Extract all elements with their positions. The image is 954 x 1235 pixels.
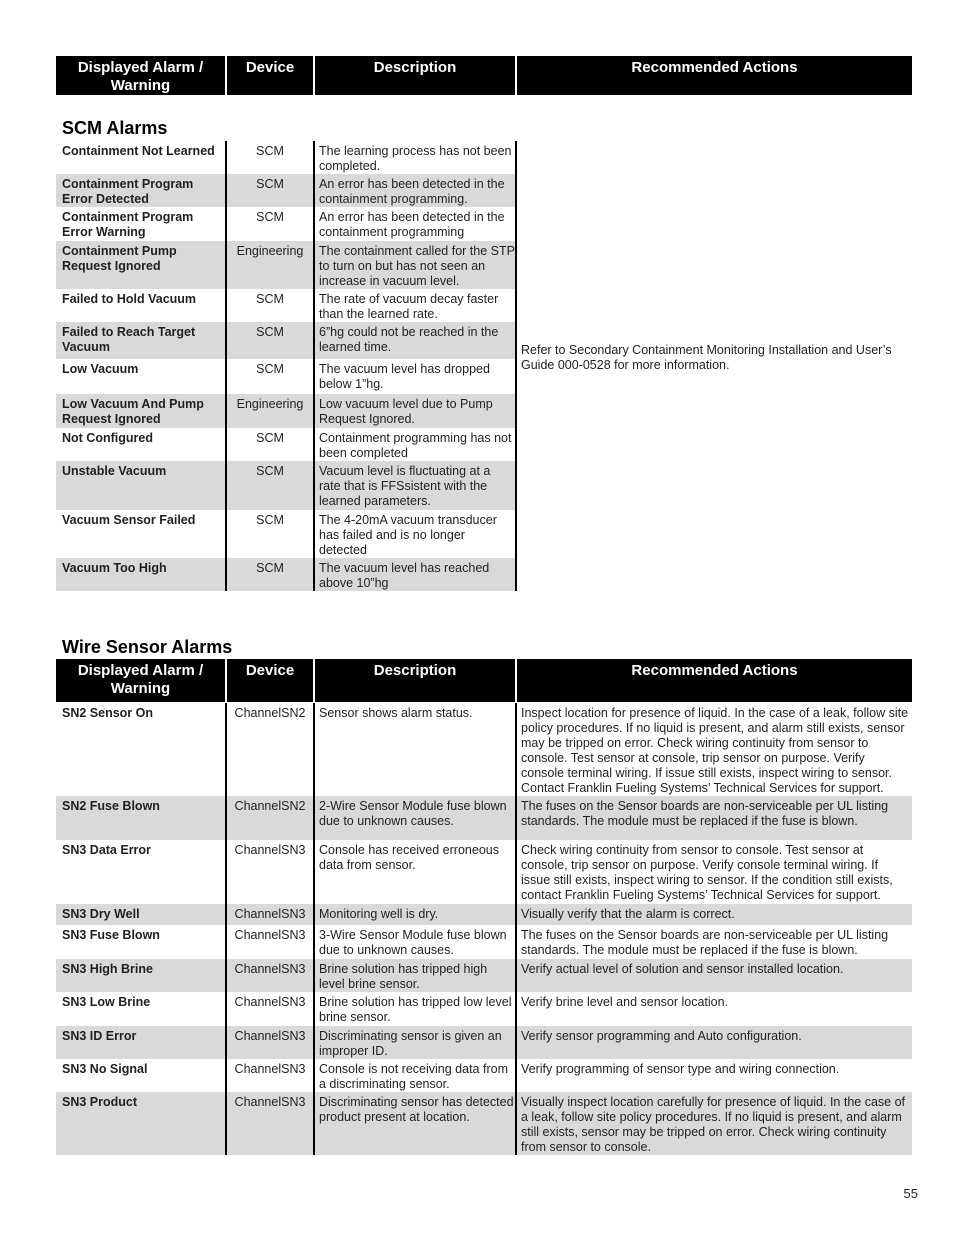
alarm-cell: Containment Not Learned [62,144,215,158]
alarm-cell: SN3 Dry Well [62,907,140,921]
description-cell: Containment programming has not been completed [319,431,512,460]
table-row [56,461,516,510]
action-cell: Visually verify that the alarm is correct. [521,907,735,921]
table-row [56,703,912,796]
alarm-cell: SN3 Product [62,1095,138,1109]
table-row [56,1026,912,1059]
action-cell: The fuses on the Sensor boards are non-serviceable per UL listing standards. The module must be replaced if the fuse is blown. [521,799,889,828]
alarm-cell: SN3 Low Brine [62,995,151,1009]
table-row [56,510,516,558]
scm-shared-action: Refer to Secondary Containment Monitoring Installation and User’s Guide 000-0528 for more information. [521,343,892,372]
description-cell: Discriminating sensor is given an improper ID. [319,1029,502,1058]
table-row [56,141,516,174]
table-row [56,558,516,591]
description-cell: The vacuum level has reached above 10”hg [319,561,490,590]
alarm-cell: SN2 Fuse Blown [62,799,160,813]
header-device: Device [227,56,313,95]
alarm-cell: SN3 Fuse Blown [62,928,160,942]
header-description: Description [315,56,515,95]
device-cell: ChannelSN3 [234,1095,306,1109]
table-row [56,959,912,992]
description-cell: Console is not receiving data from a discriminating sensor. [319,1062,508,1091]
alarm-cell: Failed to Hold Vacuum [62,292,197,306]
device-cell: SCM [256,177,284,191]
alarm-cell: SN3 Data Error [62,843,151,857]
device-cell: SCM [256,362,284,376]
action-cell: Visually inspect location carefully for presence of liquid. In the case of a leak, follow site policy procedures. If no liquid is present, and alarm still exists, sensor may be tripped on error. Check wiring continuity from sensor to console. [521,1095,906,1154]
device-cell: ChannelSN3 [234,843,306,857]
alarm-cell: Containment Program Error Warning [62,210,194,239]
table-row [56,394,516,428]
description-cell: 2-Wire Sensor Module fuse blown due to unknown causes. [319,799,507,828]
description-cell: The vacuum level has dropped below 1”hg. [319,362,490,391]
device-cell: ChannelSN3 [234,907,306,921]
alarm-cell: SN2 Sensor On [62,706,153,720]
description-cell: Console has received erroneous data from sensor. [319,843,499,872]
description-cell: An error has been detected in the containment programming [319,210,505,239]
alarm-cell: Containment Program Error Detected [62,177,194,206]
column-divider [515,703,517,1155]
alarm-cell: SN3 No Signal [62,1062,148,1076]
device-cell: SCM [256,292,284,306]
action-cell: Inspect location for presence of liquid. In the case of a leak, follow site policy procedures. If no liquid is present, and alarm still exists, sensor may be tripped on error. Check wiring continuity from sensor to console. Test sensor at console, trip sensor on purpose. Verify console terminal wiring. If issue still exists, inspect wiring to sensor. Contact Franklin Fueling Systems’ Technical Services for support. [521,706,909,795]
device-cell: ChannelSN3 [234,1029,306,1043]
table-row [56,1092,912,1155]
alarm-cell: Low Vacuum And Pump Request Ignored [62,397,204,426]
wire-section-title: Wire Sensor Alarms [62,637,233,657]
scm-section-title: SCM Alarms [62,118,168,138]
device-cell: Engineering [236,244,304,258]
action-cell: Verify actual level of solution and sensor installed location. [521,962,844,976]
page-number: 55 [903,1186,918,1201]
device-cell: SCM [256,513,284,527]
action-cell: The fuses on the Sensor boards are non-serviceable per UL listing standards. The module must be replaced if the fuse is blown. [521,928,889,957]
description-cell: Brine solution has tripped low level brine sensor. [319,995,512,1024]
column-divider [225,141,227,591]
description-cell: The containment called for the STP to turn on but has not seen an increase in vacuum level. [319,244,515,288]
alarm-cell: SN3 ID Error [62,1029,137,1043]
description-cell: Discriminating sensor has detected product present at location. [319,1095,514,1124]
alarm-cell: Containment Pump Request Ignored [62,244,177,273]
table-row [56,925,912,959]
description-cell: The learning process has not been completed. [319,144,512,173]
device-cell: ChannelSN3 [234,1062,306,1076]
table-row [56,289,516,322]
description-cell: 6”hg could not be reached in the learned time. [319,325,499,354]
table-row [56,904,912,925]
device-cell: SCM [256,561,284,575]
table-row [56,359,516,394]
header-description: Description [315,659,515,702]
header-device: Device [227,659,313,702]
table-row [56,840,912,904]
action-cell: Verify sensor programming and Auto configuration. [521,1029,802,1043]
device-cell: ChannelSN2 [234,799,306,813]
device-cell: ChannelSN3 [234,962,306,976]
description-cell: 3-Wire Sensor Module fuse blown due to unknown causes. [319,928,507,957]
table-row [56,428,516,461]
description-cell: Vacuum level is fluctuating at a rate that is FFSsistent with the learned parameters. [319,464,491,508]
device-cell: SCM [256,144,284,158]
alarm-cell: Vacuum Too High [62,561,167,575]
alarm-cell: Vacuum Sensor Failed [62,513,196,527]
header-actions: Recommended Actions [517,659,912,702]
header-alarm: Displayed Alarm / Warning [56,659,225,702]
action-cell: Check wiring continuity from sensor to console. Test sensor at console, trip sensor on purpose. Verify console terminal wiring. If issue still exists, inspect wiring to sensor. If the condition still exists, contact Franklin Fueling Systems’ Technical Services for support. [521,843,893,902]
column-divider [225,703,227,1155]
device-cell: ChannelSN3 [234,995,306,1009]
table-row [56,174,516,207]
alarm-cell: Unstable Vacuum [62,464,167,478]
table-row [56,241,516,289]
action-cell: Verify brine level and sensor location. [521,995,729,1009]
device-cell: SCM [256,325,284,339]
device-cell: ChannelSN3 [234,928,306,942]
alarm-cell: Not Configured [62,431,153,445]
header-alarm: Displayed Alarm / Warning [56,56,225,95]
alarm-cell: Low Vacuum [62,362,139,376]
device-cell: SCM [256,431,284,445]
table-row [56,796,912,840]
description-cell: Sensor shows alarm status. [319,706,473,720]
table-row [56,322,516,359]
table-row [56,207,516,241]
description-cell: The rate of vacuum decay faster than the learned rate. [319,292,499,321]
column-divider [313,703,315,1155]
device-cell: ChannelSN2 [234,706,306,720]
device-cell: Engineering [236,397,304,411]
description-cell: Brine solution has tripped high level brine sensor. [319,962,488,991]
description-cell: The 4-20mA vacuum transducer has failed and is no longer detected [319,513,497,557]
column-divider [515,141,517,591]
description-cell: Monitoring well is dry. [319,907,439,921]
header-actions: Recommended Actions [517,56,912,95]
alarm-cell: Failed to Reach Target Vacuum [62,325,196,354]
column-divider [313,141,315,591]
action-cell: Verify programming of sensor type and wiring connection. [521,1062,840,1076]
description-cell: Low vacuum level due to Pump Request Ignored. [319,397,493,426]
device-cell: SCM [256,464,284,478]
description-cell: An error has been detected in the containment programming. [319,177,505,206]
table-row [56,1059,912,1092]
table-row [56,992,912,1026]
alarm-cell: SN3 High Brine [62,962,153,976]
device-cell: SCM [256,210,284,224]
